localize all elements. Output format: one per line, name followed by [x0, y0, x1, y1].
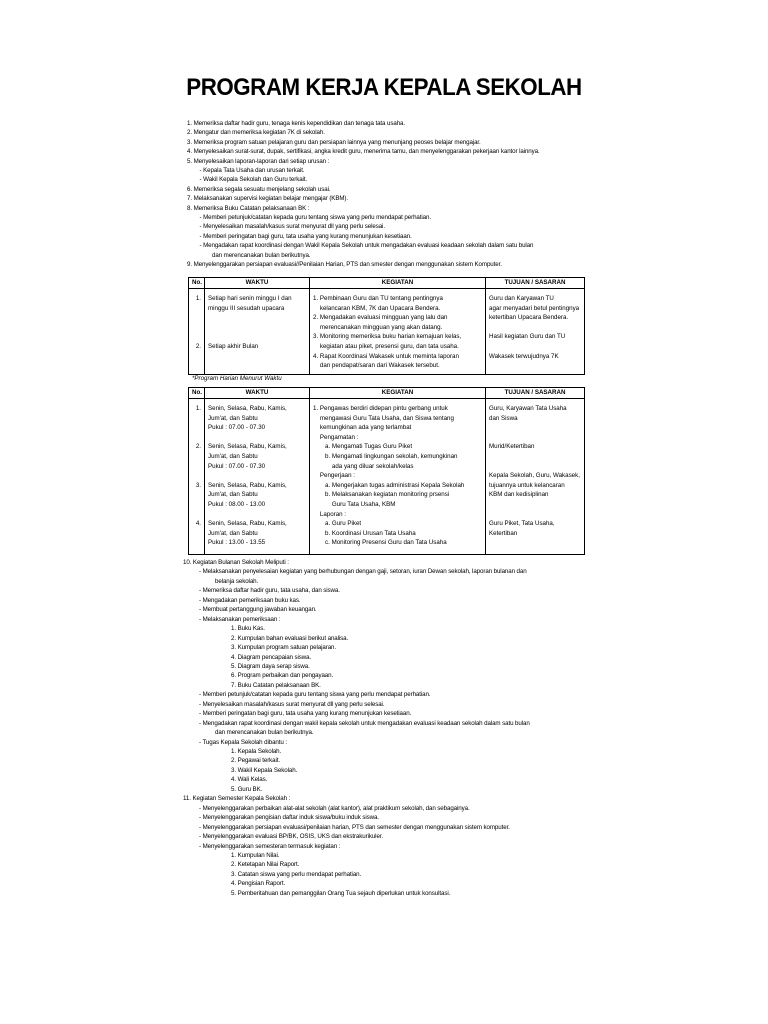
cell-kegiatan	[310, 289, 486, 375]
list-item: - Menyelenggarakan evaluasi BP/BK, OSIS, UKS dan ekstrakurikuler.	[199, 833, 384, 841]
list-item: dan merencanakan bulan berikutnya.	[215, 729, 314, 737]
cell-text-line: kelancaran KBM, 7K dan Upacara Bendera.	[313, 304, 441, 312]
cell-text-line	[489, 433, 581, 443]
cell-text-line: b. Koordinasi Urusan Tata Usaha	[313, 529, 416, 537]
cell-text-line: Setiap akhir Bulan	[208, 342, 259, 350]
list-item: - Menyelenggarakan perbaikan alat-alat sekolah (alat kantor), alat praktikum sekolah, dan sebagainya.	[199, 804, 470, 812]
cell-text-line	[192, 414, 201, 424]
cell-text-line: 4. Rapat Koordinasi Wakasek untuk meminta laporan	[313, 352, 459, 360]
list-item: 1. Buku Kas.	[231, 625, 265, 633]
table-row	[189, 399, 585, 555]
cell-text-line	[489, 323, 581, 333]
table2-caption: *Program Harian Menurut Waktu	[192, 375, 282, 382]
cell-text-line: Jum'at, dan Sabtu	[208, 414, 258, 422]
list-item: - Memberi petunjuk/catatan kepada guru tentang siswa yang perlu mendapat perhatian.	[199, 691, 431, 699]
cell-text-line	[489, 538, 581, 548]
cell-no	[189, 399, 205, 555]
list-item: - Memberi petunjuk/catatan kepada guru tentang siswa yang perlu mendapat perhatian.	[199, 214, 431, 221]
header-tujuan: TUJUAN / SASARAN	[486, 278, 585, 289]
cell-text-line: kegiatan atau piket, presensi guru, dan tata usaha.	[313, 342, 459, 350]
cell-text-line: 3. Monitoring memeriksa buku harian kemajuan kelas,	[313, 333, 462, 341]
cell-text-line	[192, 490, 201, 500]
page-title: PROGRAM KERJA KEPALA SEKOLAH	[186, 74, 582, 101]
cell-text-line	[192, 529, 201, 539]
list-item: - Kepala Tata Usaha dan urusan terkait.	[199, 167, 305, 174]
cell-text-line: Guru dan Karyawan TU	[489, 295, 554, 302]
cell-text-line: KBM dan kedisiplinan	[489, 491, 549, 499]
cell-text-line: a. Mengerjakan tugas administrasi Kepala Sekolah	[313, 481, 465, 489]
list-item: 3. Wakil Kepala Sekolah.	[231, 766, 298, 774]
list-item: 2. Pegawai terkait.	[231, 757, 281, 765]
cell-text-line	[192, 433, 201, 443]
cell-text-line	[208, 471, 306, 481]
cell-text-line: Wakasek terwujudnya 7K	[489, 352, 559, 360]
cell-text-line	[208, 510, 306, 520]
cell-text-line	[489, 510, 581, 520]
cell-text-line: Pengerjaan :	[313, 472, 355, 480]
list-item: 5. Diagram daya serap siswa.	[231, 662, 310, 670]
cell-text-line	[192, 313, 201, 323]
cell-text-line: Senin, Selasa, Rabu, Kamis,	[208, 481, 287, 489]
list-item: 2. Mengatur dan memeriksa kegiatan 7K di sekolah.	[187, 129, 325, 137]
list-item: 10. Kegiatan Bulanan Sekolah Meliputi :	[183, 559, 289, 566]
cell-text-line: c. Monitoring Presensi Guru dan Tata Usaha	[313, 539, 447, 547]
monthly-schedule-table	[188, 277, 585, 375]
table-header-row	[189, 278, 585, 289]
list-item: 3. Catatan siswa yang perlu mendapat perhatian.	[231, 870, 362, 878]
cell-waktu	[205, 289, 310, 375]
cell-text-line: merencanakan mingguan yang akan datang.	[313, 323, 443, 331]
list-item: - Melaksanakan penyelesaian kegiatan yang berhubungan dengan gaji, setoran, iuran Dewan sekolah, laporan bulanan dan	[199, 568, 527, 576]
list-item: 5. Pemberitahuan dan pemanggilan Orang Tua sejauh diperlukan untuk konsultasi.	[231, 889, 451, 897]
header-kegiatan: KEGIATAN	[310, 278, 486, 289]
cell-text-line: Senin, Selasa, Rabu, Kamis,	[208, 520, 287, 528]
cell-text-line: 3.	[195, 481, 201, 489]
table-row	[189, 289, 585, 375]
daily-schedule-table	[188, 387, 585, 555]
list-item: 1. Kumpulan Nilai.	[231, 851, 280, 859]
cell-text-line: Jum'at, dan Sabtu	[208, 529, 258, 537]
list-item: - Memeriksa daftar hadir guru, tata usaha, dan siswa.	[199, 587, 340, 595]
cell-text-line: Pukul : 07.00 - 07.30	[208, 462, 266, 470]
cell-text-line	[192, 304, 201, 314]
cell-text-line: 2.	[195, 342, 201, 350]
list-item: - Menyelenggarakan semesteran termasuk kegiatan :	[199, 842, 341, 850]
cell-text-line: a. Guru Piket	[313, 520, 362, 528]
list-item: 4. Pengisian Raport.	[231, 880, 286, 888]
list-item: - Menyelesaikan masalah/kasus surat menyurat dll yang perlu selesai.	[199, 223, 385, 231]
cell-text-line	[192, 462, 201, 472]
cell-text-line: Pukul : 13.00 - 13.55	[208, 539, 266, 547]
cell-text-line: 1. Pengawas berdiri didepan pintu gerbang untuk	[313, 405, 448, 412]
table-header-row	[189, 388, 585, 399]
cell-text-line: Ketertiban	[489, 529, 518, 537]
cell-text-line	[192, 332, 201, 342]
cell-text-line: Pengamatan :	[313, 433, 359, 441]
list-item: belanja sekolah.	[215, 577, 259, 585]
list-item: 6. Program perbaikan dan pengayaan.	[231, 672, 334, 680]
cell-text-line: Setiap hari senin minggu I dan	[208, 295, 292, 302]
list-item: - Tugas Kepala Sekolah dibantu :	[199, 738, 287, 746]
list-item: - Menyelenggarakan pengisian daftar induk siswa/buku induk siswa.	[199, 814, 379, 822]
cell-tujuan	[486, 289, 585, 375]
list-item: 5. Guru BK.	[231, 785, 263, 793]
cell-text-line: dan pendapat/saran dari Wakasek tersebut.	[313, 362, 440, 370]
cell-text-line: ada yang diluar sekolah/kelas	[313, 462, 414, 470]
cell-text-line: mengawasi Guru Tata Usaha, dan Siswa tentang	[313, 414, 454, 422]
cell-text-line: Jum'at, dan Sabtu	[208, 491, 258, 499]
list-item: dan merencanakan bulan berikutnya.	[212, 251, 311, 259]
cell-text-line: agar menyadari betul pentingnya	[489, 304, 580, 312]
cell-text-line	[489, 500, 581, 510]
list-item: 3. Kumpulan program satuan pelajaran.	[231, 644, 336, 652]
cell-text-line	[192, 500, 201, 510]
cell-text-line: Pukul : 08.00 - 13.00	[208, 500, 266, 508]
list-item: - Menyelesaikan masalah/kasus surat menyurat dll yang perlu selesai.	[199, 700, 385, 708]
cell-tujuan	[486, 399, 585, 555]
list-item: 3. Memeriksa program satuan pelajaran guru dan persiapan lainnya yang menunjang peoses belajar mengajar.	[187, 138, 481, 146]
cell-text-line	[208, 433, 306, 443]
list-item: 9. Menyelenggarakan persiapan evaluasi//Penilaian Harian, PTS dan smester dengan menggunakan sistem Komputer.	[187, 261, 502, 268]
list-item: 11. Kegiatan Semester Kepala Sekolah :	[183, 795, 291, 803]
cell-text-line: 2. Mengadakan evaluasi mingguan yang lalu dan	[313, 314, 448, 322]
cell-text-line	[192, 510, 201, 520]
list-item: 2. Ketetapan Nilai Raport.	[231, 861, 300, 869]
header-waktu: WAKTU	[205, 388, 310, 399]
cell-text-line: Hasil kegiatan Guru dan TU	[489, 333, 566, 341]
cell-text-line	[208, 332, 306, 342]
cell-text-line: Kepala Sekolah, Guru, Wakasek,	[489, 472, 580, 480]
cell-text-line: 2.	[195, 443, 201, 451]
cell-text-line: Pukul : 07.00 - 07.30	[208, 424, 266, 432]
cell-text-line: minggu III sesudah upacara	[208, 304, 285, 312]
cell-text-line: ketertiban Upacara Bendera.	[489, 314, 569, 322]
list-item: 1. Kepala Sekolah.	[231, 748, 282, 755]
cell-text-line	[489, 452, 581, 462]
cell-text-line: Guru, Karyawan Tata Usaha	[489, 405, 567, 412]
cell-text-line	[489, 423, 581, 433]
list-item: 4. Wali Kelas.	[231, 776, 268, 784]
cell-kegiatan	[310, 399, 486, 555]
cell-text-line	[208, 323, 306, 333]
cell-text-line: Jum'at, dan Sabtu	[208, 452, 258, 460]
cell-text-line: dan Siswa	[489, 414, 518, 422]
list-item: - Mengadakan pemeriksaan buku kas.	[199, 596, 301, 604]
cell-text-line: 1.	[195, 295, 201, 302]
list-item: 7. Buku Catatan pelaksanaan BK.	[231, 681, 321, 689]
header-no: No.	[189, 388, 205, 399]
list-item: - Memberi peringatan bagi guru, tata usaha yang kurang menunjukan kesetiaan.	[199, 232, 412, 240]
list-item: - Mengadakan rapat koordinasi dengan Wakil Kepala Sekolah untuk mengadakan evaluasi keadaan sekolah dalam satu bulan	[199, 242, 534, 250]
cell-text-line	[489, 462, 581, 472]
cell-text-line: 4.	[195, 520, 201, 528]
list-item: - Melaksanakan pemeriksaan :	[199, 615, 281, 623]
cell-text-line: b. Mengamati lingkungan sekolah, kemungkinan	[313, 452, 458, 460]
cell-text-line: Laporan :	[313, 510, 347, 518]
header-no: No.	[189, 278, 205, 289]
cell-text-line: kemungkinan ada yang terlambat	[313, 424, 412, 432]
cell-waktu	[205, 399, 310, 555]
list-item: 2. Kumpulan bahan evaluasi berikut analisa.	[231, 634, 349, 642]
list-item: - Menyelenggarakan persiapan evaluasi/penilaian harian, PTS dan semester dengan menggunakan sistem komputer.	[199, 823, 510, 831]
list-item: 5. Menyelesaikan laporan-laporan dari setiap urusan :	[187, 157, 330, 165]
cell-text-line	[192, 471, 201, 481]
list-item: 6. Memeriksa segala sesuatu menjelang sekolah usai.	[187, 185, 331, 193]
list-item: 1. Memeriksa daftar hadir guru, tenaga kenis kependidikan dan tenaga tata usaha.	[187, 120, 405, 127]
cell-text-line	[489, 342, 581, 352]
cell-text-line: tujuannya untuk kelancaran	[489, 481, 565, 489]
list-item: 8. Memeriksa Buku Catatan pelaksanaan BK :	[187, 204, 310, 212]
cell-text-line: Senin, Selasa, Rabu, Kamis,	[208, 405, 287, 412]
cell-text-line	[489, 361, 581, 371]
header-kegiatan: KEGIATAN	[310, 388, 486, 399]
cell-text-line	[208, 313, 306, 323]
list-item: - Mengadakan rapat koordinasi dengan wakil kepala sekolah untuk mengadakan evaluasi keadaan sekolah dalam satu bulan	[199, 719, 530, 727]
list-item: - Memberi peringatan bagi guru, tata usaha yang kurang menunjukan kesetiaan.	[199, 710, 412, 718]
header-tujuan: TUJUAN / SASARAN	[486, 388, 585, 399]
cell-text-line: 1. Pembinaan Guru dan TU tentang pentingnya	[313, 295, 443, 302]
cell-text-line	[192, 423, 201, 433]
list-item: 4. Diagram pencapaian siswa.	[231, 653, 312, 661]
cell-text-line	[192, 538, 201, 548]
cell-text-line: Guru Piket, Tata Usaha,	[489, 520, 555, 528]
list-item: 7. Melaksanakan supervisi kegiatan belajar mengajar (KBM).	[187, 195, 349, 203]
cell-text-line	[192, 323, 201, 333]
cell-text-line: a. Mengamati Tugas Guru Piket	[313, 443, 413, 451]
cell-no	[189, 289, 205, 375]
cell-text-line	[192, 452, 201, 462]
list-item: - Wakil Kepala Sekolah dan Guru terkait.	[199, 176, 308, 184]
header-waktu: WAKTU	[205, 278, 310, 289]
cell-text-line: b. Melaksanakan kegiatan monitoring prsensi	[313, 491, 450, 499]
cell-text-line: Guru Tata Usaha, KBM	[313, 500, 396, 508]
cell-text-line: 1.	[195, 405, 201, 412]
list-item: - Membuat pertanggung jawaban keuangan.	[199, 606, 317, 614]
list-item: 4. Menyelesaikan surat-surat, dupak, sertifikasi, angka kredit guru, menerima tamu, dan menyelenggarakan pekerjaan kantor lainnya.	[187, 148, 540, 156]
cell-text-line: Murid/Ketertiban	[489, 443, 535, 451]
cell-text-line: Senin, Selasa, Rabu, Kamis,	[208, 443, 287, 451]
